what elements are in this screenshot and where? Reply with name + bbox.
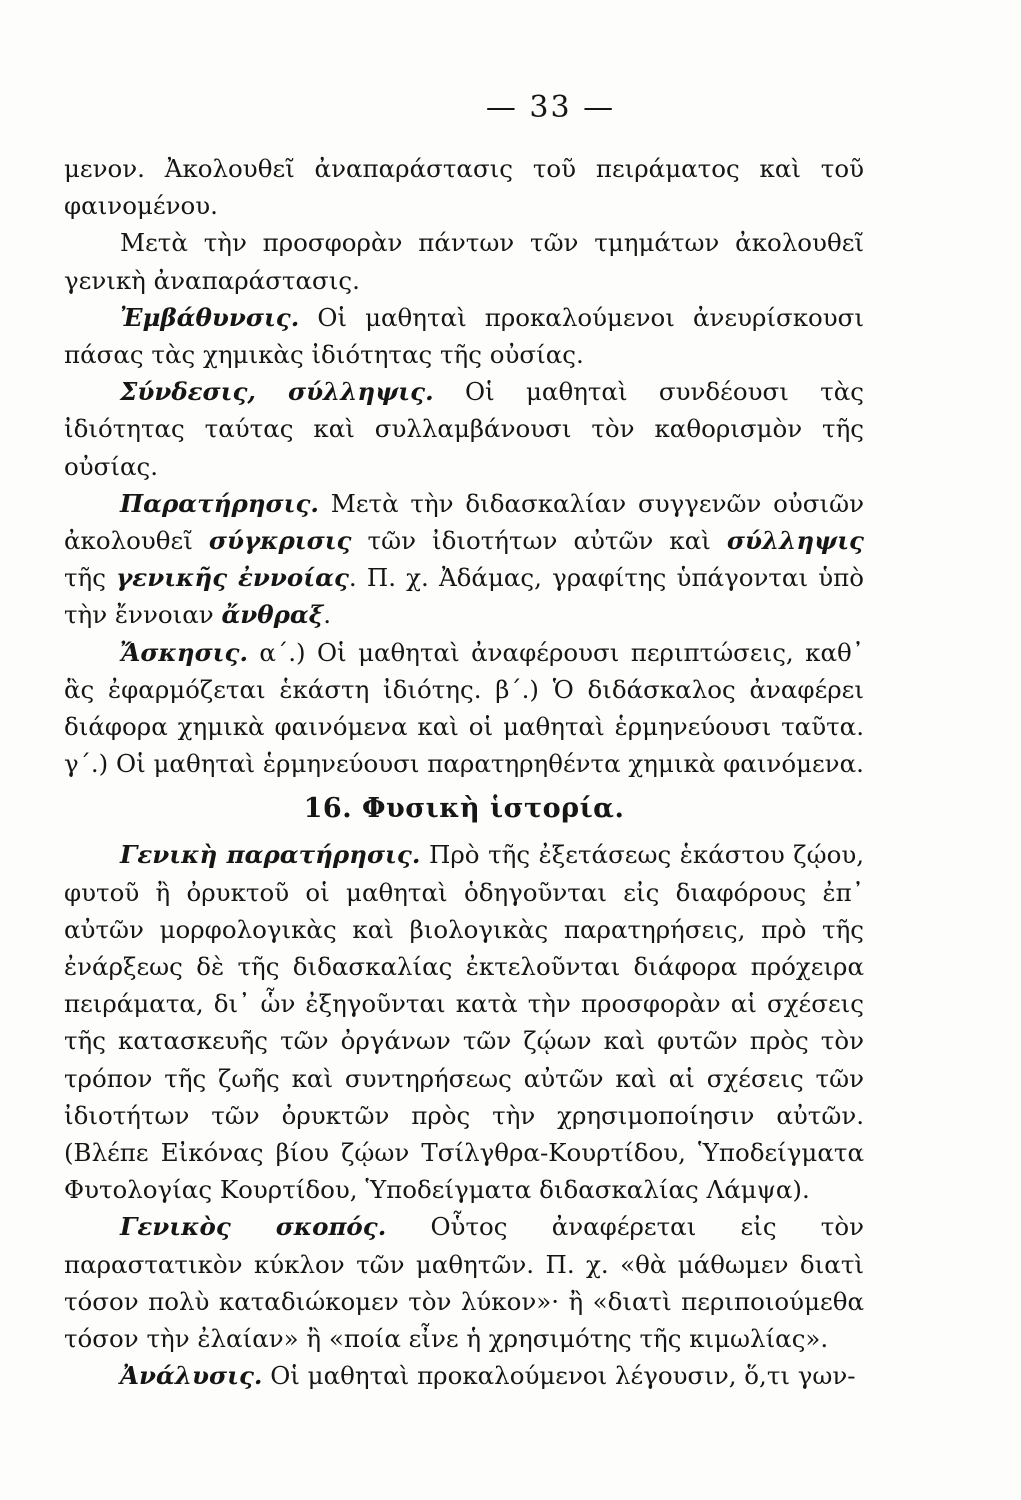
paragraph-text: α΄.) Οἱ μαθηταὶ ἀναφέρουσι περιπτώσεις, καθ᾽ ἃς ἐφαρμόζεται ἑκάστη ἰδιότης. β΄.) Ὁ διδάσκαλος ἀναφέρει διάφορα χημικὰ φαινόμενα καὶ οἱ μαθηταὶ ἑρμηνεύουσι ταῦτα. γ΄.) Οἱ μαθηταὶ ἑρμηνεύουσι παρατηρηθέντα χημικὰ φαινόμενα. bbox=[64, 637, 864, 779]
paragraph-text: Μετὰ τὴν διδασκαλίαν συγγενῶν οὐσιῶν ἀκολουθεῖ bbox=[64, 488, 864, 556]
emphasis-anthrax: ἄνθραξ bbox=[221, 600, 324, 630]
page-body bbox=[64, 150, 864, 1395]
paragraph-text: . bbox=[323, 600, 332, 630]
paragraph-text: τῶν ἰδιοτήτων αὐτῶν καὶ bbox=[351, 526, 727, 556]
paragraph-text: Οὗτος ἀναφέρεται εἰς τὸν παραστατικὸν κύκλον τῶν μαθητῶν. Π. χ. «θὰ μάθωμεν διατὶ τόσον πολὺ καταδιώκομεν τὸν λύκον»· ἢ «διατὶ περιποιούμεθα τόσον τὴν ἐλαίαν» ἢ «ποία εἶνε ἡ χρησιμότης τῆς κιμωλίας». bbox=[64, 1212, 864, 1354]
paragraph-lead: Ἀνάλυσις. bbox=[120, 1361, 263, 1391]
emphasis-synkrisis: σύγκρισις bbox=[208, 526, 352, 556]
paragraph-text: Οἱ μαθηταὶ προκαλούμενοι λέγουσιν, ὅ,τι γων- bbox=[262, 1361, 856, 1391]
paragraph-text: μενον. Ἀκολουθεῖ ἀναπαράστασις τοῦ πειράματος καὶ τοῦ φαινομένου. bbox=[64, 154, 864, 221]
section-heading: 16. Φυσικὴ ἱστορία. bbox=[303, 793, 625, 825]
paragraph-lead: Ἐμβάθυνσις. bbox=[120, 302, 300, 332]
emphasis-syllipsis: σύλληψις bbox=[726, 526, 864, 556]
paragraph-general-representation bbox=[64, 224, 864, 298]
paragraph-askisis bbox=[64, 634, 864, 783]
paragraph-lead: Παρατήρησις. bbox=[120, 488, 319, 518]
paragraph-general-observation bbox=[64, 836, 864, 1208]
paragraph-analysis bbox=[64, 1357, 864, 1394]
paragraph-paratirisis bbox=[64, 485, 864, 634]
paragraph-text: Οἱ μαθηταὶ συνδέουσι τὰς ἰδιότητας ταύτας καὶ συλλαμβάνουσι τὸν καθορισμὸν τῆς οὐσίας. bbox=[64, 377, 864, 481]
paragraph-text: Πρὸ τῆς ἐξετάσεως ἑκάστου ζῴου, φυτοῦ ἢ ὀρυκτοῦ οἱ μαθηταὶ ὁδηγοῦνται εἰς διαφόρους ἐπ᾽ αὐτῶν μορφολογικὰς καὶ βιολογικὰς παρατηρήσεις, πρὸ τῆς ἐνάρξεως δὲ τῆς διδασκαλίας ἐκτελοῦνται διάφορα πρόχειρα πειράματα, δι᾽ ὧν ἐξηγοῦνται κατὰ τὴν προσφορὰν αἱ σχέσεις τῆς κατασκευῆς τῶν ὀργάνων τῶν ζῴων καὶ φυτῶν πρὸς τὸν τρόπον τῆς ζωῆς καὶ συντηρήσεως αὐτῶν καὶ αἱ σχέσεις τῶν ἰδιοτήτων τῶν ὀρυκτῶν πρὸς τὴν χρησιμοποίησιν αὐτῶν. (Βλέπε Εἰκόνας βίου ζῴων Τσίλγθρα-Κουρτίδου, Ὑποδείγματα Φυτολογίας Κουρτίδου, Ὑποδείγματα διδασκαλίας Λάμψα). bbox=[64, 840, 865, 1205]
paragraph-embathynsis bbox=[64, 299, 864, 373]
paragraph-lead: Ἄσκησις. bbox=[120, 637, 248, 667]
paragraph-syndesis bbox=[64, 373, 864, 485]
paragraph-text: . Π. χ. Ἀδάμας, γραφίτης ὑπάγονται ὑπὸ τὴν ἔννοιαν bbox=[64, 563, 864, 630]
emphasis-general-concept: γενικῆς ἐννοίας bbox=[116, 563, 349, 593]
paragraph-text: Μετὰ τὴν προσφορὰν πάντων τῶν τμημάτων ἀκολουθεῖ γενικὴ ἀναπαράστασις. bbox=[64, 228, 864, 295]
paragraph-text: Οἱ μαθηταὶ προκαλούμενοι ἀνευρίσκουσι πάσας τὰς χημικὰς ἰδιότητας τῆς οὐσίας. bbox=[64, 302, 864, 370]
paragraph-general-aim bbox=[64, 1208, 864, 1357]
paragraph-lead: Σύνδεσις, σύλληψις. bbox=[120, 377, 434, 407]
paragraph-lead: Γενικὸς σκοπός. bbox=[120, 1212, 387, 1242]
paragraph-text: τῆς bbox=[64, 563, 117, 593]
paragraph-continuation bbox=[64, 150, 864, 224]
paragraph-lead: Γενικὴ παρατήρησις. bbox=[120, 840, 421, 870]
page-number: — 33 — bbox=[485, 90, 616, 125]
